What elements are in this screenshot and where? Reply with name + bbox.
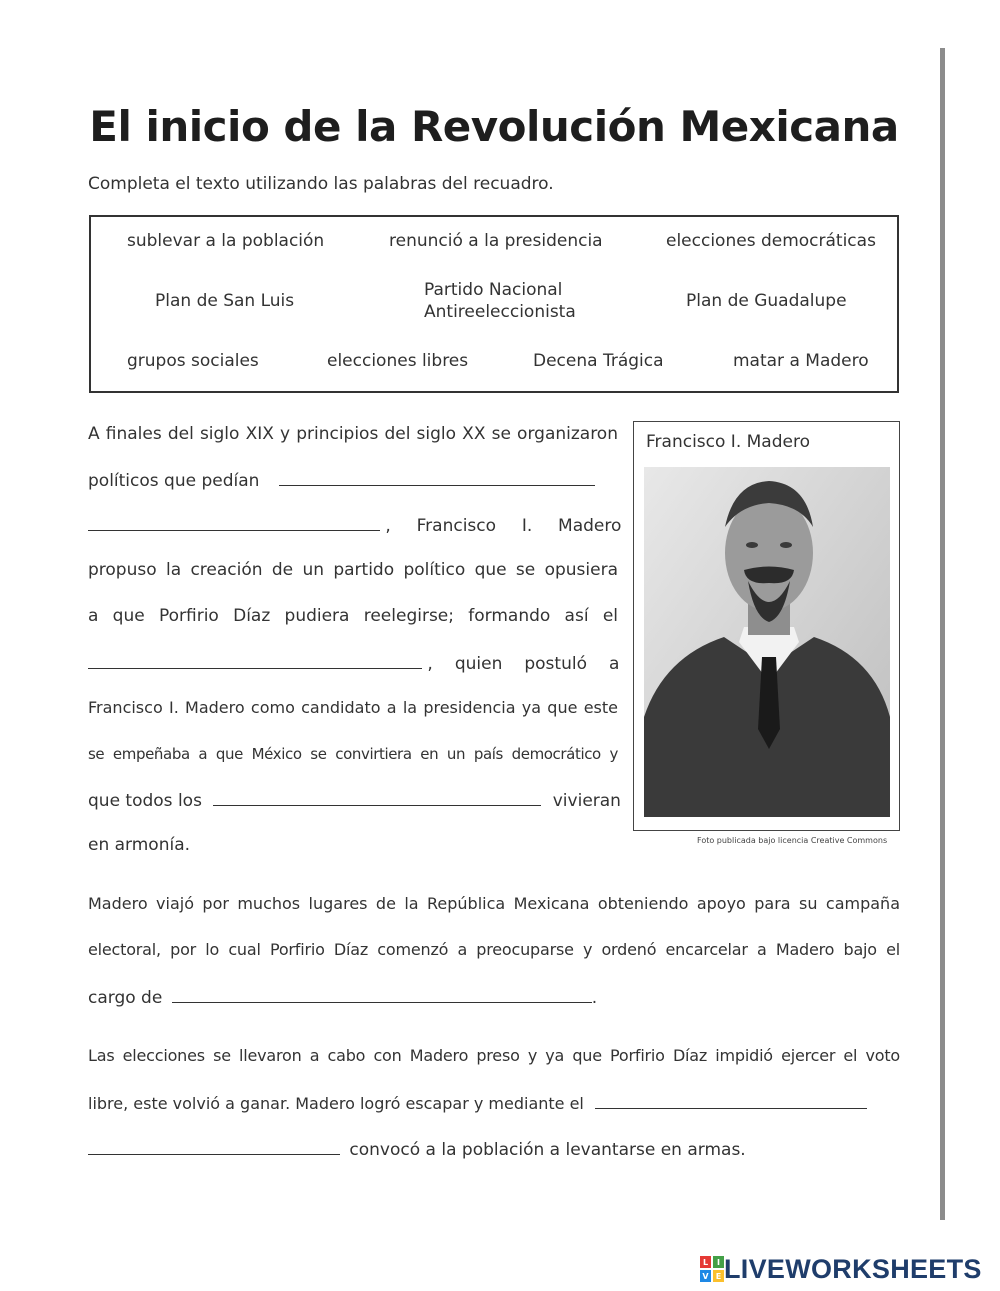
word-bank-item: matar a Madero <box>733 351 869 371</box>
answer-blank-3[interactable] <box>88 650 422 669</box>
text-line: se empeñaba a que México se convirtiera en un país democrático y <box>88 745 618 763</box>
answer-blank-4[interactable] <box>213 787 541 806</box>
text-line <box>88 984 597 1008</box>
word-bank-item-line: Partido Nacional <box>424 280 563 300</box>
text-segment: , Francisco I. Madero <box>385 516 622 536</box>
text-line <box>88 787 621 811</box>
paragraph-3 <box>88 1044 900 1164</box>
text-line <box>88 1136 746 1160</box>
text-line: propuso la creación de un partido político que se opusiera <box>88 560 618 580</box>
text-segment: libre, este volvió a ganar. Madero logró escapar y mediante el <box>88 1094 584 1113</box>
answer-blank-2[interactable] <box>88 512 380 531</box>
text-line: A finales del siglo XIX y principios del siglo XX se organizaron <box>88 424 618 444</box>
word-bank-item: renunció a la presidencia <box>389 231 603 251</box>
logo-blocks-icon <box>700 1256 724 1282</box>
text-line: Madero viajó por muchos lugares de la República Mexicana obteniendo apoyo para su campaña <box>88 894 900 913</box>
text-line: electoral, por lo cual Porfirio Díaz comenzó a preocuparse y ordenó encarcelar a Madero bajo el <box>88 940 900 959</box>
portrait-photo <box>644 467 890 817</box>
worksheet-title: El inicio de la Revolución Mexicana <box>89 102 899 151</box>
logo-icon-letter: I <box>717 1258 720 1267</box>
word-bank-item: grupos sociales <box>127 351 259 371</box>
answer-blank-1[interactable] <box>279 467 595 486</box>
text-segment: que todos los <box>88 791 202 811</box>
word-bank-item <box>424 279 576 323</box>
logo-icon-letter: V <box>702 1272 709 1281</box>
instruction-text: Completa el texto utilizando las palabras del recuadro. <box>88 174 554 194</box>
answer-blank-7[interactable] <box>88 1136 340 1155</box>
page-edge-rule <box>940 48 945 1220</box>
paragraph-2 <box>88 892 900 1012</box>
text-segment: . <box>591 988 598 1008</box>
logo-text: LIVEWORKSHEETS <box>724 1253 982 1284</box>
paragraph-1 <box>88 422 622 862</box>
text-line <box>88 1090 867 1114</box>
word-bank-item: elecciones democráticas <box>666 231 876 251</box>
text-segment: , quien postuló a <box>427 654 620 674</box>
answer-blank-6[interactable] <box>595 1090 867 1109</box>
text-line: en armonía. <box>88 835 191 855</box>
word-bank-item: Plan de San Luis <box>155 291 295 311</box>
word-bank-item: sublevar a la población <box>127 231 325 251</box>
word-bank-item: Plan de Guadalupe <box>686 291 847 311</box>
text-segment: políticos que pedían <box>88 471 260 491</box>
word-bank-item-line: Antireeleccionista <box>424 302 576 322</box>
text-segment: cargo de <box>88 988 163 1008</box>
text-line <box>88 467 595 491</box>
text-line: a que Porfirio Díaz pudiera reelegirse; formando así el <box>88 606 618 626</box>
portrait-frame <box>633 421 900 831</box>
text-line <box>88 650 619 674</box>
liveworksheets-logo <box>700 1253 982 1285</box>
text-segment: vivieran <box>552 791 621 811</box>
text-segment: convocó a la población a levantarse en armas. <box>349 1140 746 1160</box>
logo-icon-letter: E <box>715 1272 722 1281</box>
text-line: Las elecciones se llevaron a cabo con Madero preso y ya que Porfirio Díaz impidió ejercer el voto <box>88 1046 900 1065</box>
logo-icon-letter: L <box>702 1258 709 1267</box>
photo-credit: Foto publicada bajo licencia Creative Commons <box>697 836 888 845</box>
answer-blank-5[interactable] <box>172 984 592 1003</box>
text-line: Francisco I. Madero como candidato a la presidencia ya que este <box>88 698 618 717</box>
word-bank-item: elecciones libres <box>327 351 469 371</box>
portrait-image <box>644 467 890 817</box>
word-bank-item: Decena Trágica <box>533 351 664 371</box>
portrait-caption: Francisco I. Madero <box>646 432 810 452</box>
word-bank-box <box>89 215 899 393</box>
text-line <box>88 512 621 536</box>
